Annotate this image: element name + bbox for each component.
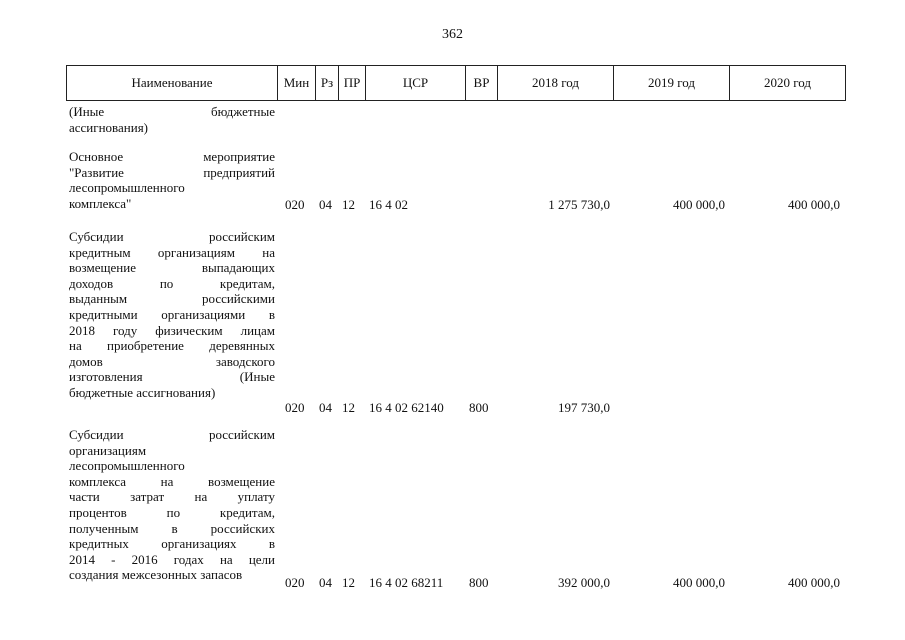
header-2019: 2019 год [614, 66, 730, 101]
header-2020: 2020 год [730, 66, 846, 101]
name-line: Субсидии российским [69, 427, 275, 442]
cell-rz: 04 [319, 400, 332, 415]
name-line: на приобретение деревянных [69, 338, 275, 354]
cell-min: 020 [285, 575, 305, 590]
name-line: бюджетные ассигнования) [69, 384, 216, 400]
cell-pr: 12 [342, 400, 355, 415]
header-pr: ПР [339, 66, 366, 101]
cell-2020: 400 000,0 [788, 197, 840, 212]
cell-csr: 16 4 02 68211 [369, 575, 444, 590]
name-line: создания межсезонных запасов [69, 567, 243, 583]
cell-rz: 04 [319, 197, 332, 212]
row-name [69, 104, 275, 135]
cell-2018: 197 730,0 [558, 400, 610, 415]
cell-pr: 12 [342, 575, 355, 590]
header-csr: ЦСР [366, 66, 466, 101]
name-line: 2014 - 2016 годах на цели [69, 551, 275, 567]
name-line: выданным российскими [69, 291, 275, 307]
name-line: доходов по кредитам, [69, 275, 275, 291]
header-rz: Рз [316, 66, 339, 101]
name-line: изготовления (Иные [69, 369, 275, 385]
name-line: домов заводского [69, 353, 275, 369]
header-2018: 2018 год [498, 66, 614, 101]
row-name [69, 427, 275, 583]
name-line: кредитным организациям на [69, 244, 275, 260]
cell-min: 020 [285, 197, 305, 212]
name-line: комплекса" [69, 195, 132, 211]
name-line: кредитных организациях в [69, 536, 275, 552]
name-line: (Иные бюджетные [69, 104, 275, 119]
name-line: 2018 году физическим лицам [69, 322, 275, 338]
cell-2020: 400 000,0 [788, 575, 840, 590]
name-line: Основное мероприятие [69, 149, 275, 164]
name-line: полученным в российских [69, 520, 275, 536]
cell-min: 020 [285, 400, 305, 415]
header-vr: ВР [466, 66, 498, 101]
page-number: 362 [442, 27, 463, 42]
header-min: Мин [278, 66, 316, 101]
cell-2019: 400 000,0 [673, 575, 725, 590]
cell-csr: 16 4 02 62140 [369, 400, 444, 415]
cell-rz: 04 [319, 575, 332, 590]
row-name [69, 149, 275, 211]
cell-2018: 392 000,0 [558, 575, 610, 590]
row-name [69, 229, 275, 401]
name-line: комплекса на возмещение [69, 473, 275, 489]
cell-vr: 800 [469, 400, 489, 415]
name-line: лесопромышленного [69, 458, 185, 474]
table-header [66, 65, 846, 101]
name-line: кредитными организациями в [69, 306, 275, 322]
cell-2018: 1 275 730,0 [548, 197, 610, 212]
name-line: процентов по кредитам, [69, 504, 275, 520]
cell-vr: 800 [469, 575, 489, 590]
cell-2019: 400 000,0 [673, 197, 725, 212]
name-line: ассигнования) [69, 119, 149, 135]
name-line: лесопромышленного [69, 180, 185, 196]
name-line: возмещение выпадающих [69, 260, 275, 276]
name-line: "Развитие предприятий [69, 164, 275, 180]
name-line: организациям [69, 442, 147, 458]
cell-csr: 16 4 02 [369, 197, 408, 212]
name-line: Субсидии российским [69, 229, 275, 244]
cell-pr: 12 [342, 197, 355, 212]
name-line: части затрат на уплату [69, 489, 275, 505]
header-name: Наименование [67, 66, 278, 101]
